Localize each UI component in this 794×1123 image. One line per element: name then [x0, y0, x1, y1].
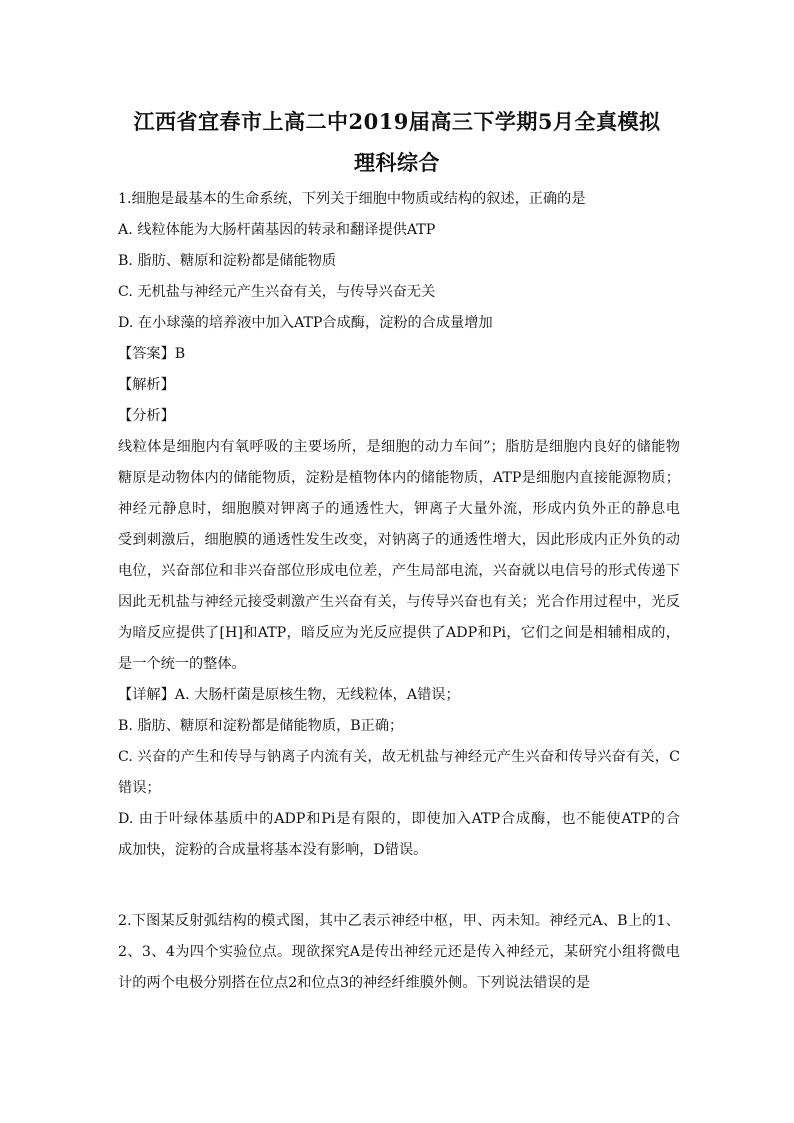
analysis-heading: 【解析】 [118, 377, 175, 393]
document-title: 江西省宜春市上高二中2019届高三下学期5月全真模拟 [133, 109, 661, 134]
question-2-stem-line: 计的两个电极分别搭在位点2和位点3的神经纤维膜外侧。下列说法错误的是 [118, 975, 591, 991]
detail-line: 【详解】A. 大肠杆菌是原核生物，无线粒体，A错误； [118, 687, 460, 703]
question-1-option-c: C. 无机盐与神经元产生兴奋有关，与传导兴奋无关 [118, 284, 436, 300]
detail-line: 成加快，淀粉的合成量将基本没有影响，D错误。 [118, 842, 428, 858]
question-2-stem-line: 2、3、4为四个实验位点。现欲探究A是传出神经元还是传入神经元，某研究小组将微电 [118, 944, 680, 960]
analysis-line: 神经元静息时，细胞膜对钾离子的通透性大，钾离子大量外流，形成内负外正的静息电 [118, 501, 680, 517]
question-1-stem: 1.细胞是最基本的生命系统，下列关于细胞中物质或结构的叙述，正确的是 [118, 191, 586, 207]
analysis-line: 受到刺激后，细胞膜的通透性发生改变，对钠离子的通透性增大，因此形成内正外负的动 [118, 532, 680, 548]
analysis-line: 线粒体是细胞内有氧呼吸的主要场所，是细胞的动力车间”；脂肪是细胞内良好的储能物 [118, 439, 680, 455]
analysis-line: 糖原是动物体内的储能物质，淀粉是植物体内的储能物质，ATP是细胞内直接能源物质； [118, 470, 680, 486]
analysis-line: 因此无机盐与神经元接受刺激产生兴奋有关，与传导兴奋也有关；光合作用过程中，光反 [118, 594, 680, 610]
question-1-option-a: A. 线粒体能为大肠杆菌基因的转录和翻译提供ATP [118, 222, 436, 238]
document-subtitle: 理科综合 [354, 150, 440, 175]
fenxi-heading: 【分析】 [118, 408, 175, 424]
detail-line: D. 由于叶绿体基质中的ADP和Pi是有限的，即使加入ATP合成酶，也不能使ATP的合 [118, 811, 680, 827]
analysis-line: 是一个统一的整体。 [118, 656, 246, 672]
question-1-option-d: D. 在小球藻的培养液中加入ATP合成酶，淀粉的合成量增加 [118, 315, 493, 331]
analysis-line: 电位，兴奋部位和非兴奋部位形成电位差，产生局部电流，兴奋就以电信号的形式传递下 [118, 563, 680, 579]
detail-line: B. 脂肪、糖原和淀粉都是储能物质，B正确； [118, 718, 404, 734]
detail-line: C. 兴奋的产生和传导与钠离子内流有关，故无机盐与神经元产生兴奋和传导兴奋有关，C [118, 749, 680, 765]
analysis-line: 为暗反应提供了[H]和ATP，暗反应为光反应提供了ADP和Pi，它们之间是相辅相成的， [118, 625, 680, 641]
detail-line: 错误； [118, 780, 161, 796]
question-1-option-b: B. 脂肪、糖原和淀粉都是储能物质 [118, 253, 337, 269]
question-2-stem-line: 2.下图某反射弧结构的模式图，其中乙表示神经中枢，甲、丙未知。神经元A、B上的1、 [118, 913, 680, 929]
answer-label: 【答案】B [118, 346, 186, 362]
question-spacer [118, 866, 680, 906]
document-body [118, 184, 680, 999]
